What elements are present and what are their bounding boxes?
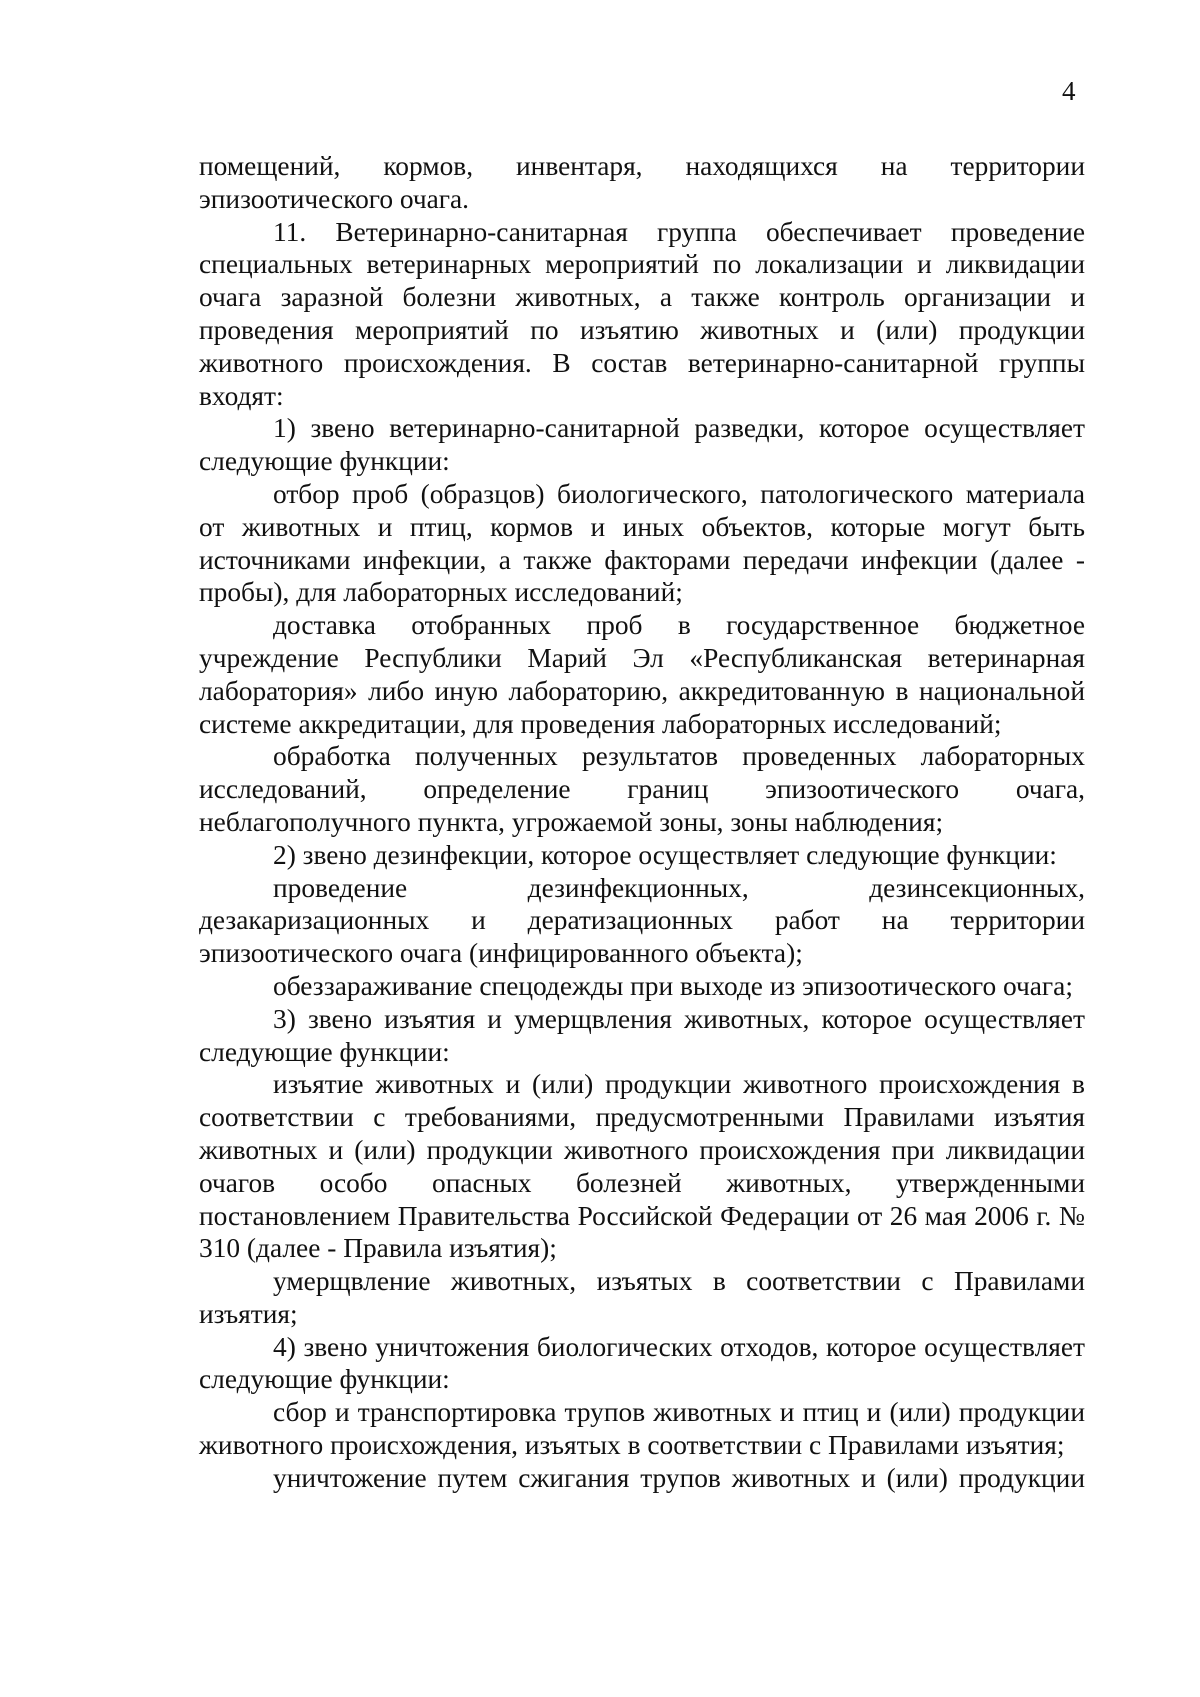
paragraph-culling: умерщвление животных, изъятых в соответствии с Правилами изъятия;: [199, 1266, 1085, 1329]
paragraph-delivery: доставка отобранных проб в государственное бюджетное учреждение Республики Марий Эл «Республиканская ветеринарная лаборатория» либо иную лабораторию, аккредитованную в национальной системе аккредитации, для проведения лабораторных исследований;: [199, 610, 1085, 739]
paragraph-clothing-disinfection: обеззараживание спецодежды при выходе из эпизоотического очага;: [273, 970, 1073, 1001]
paragraph-sampling: отбор проб (образцов) биологического, патологического материала от животных и птиц, кормов и иных объектов, которые могут быть источниками инфекции, а также факторами передачи инфекции (далее - пробы), для лабораторных исследований;: [199, 478, 1085, 608]
paragraph-continuation: помещений, кормов, инвентаря, находящихся на территории эпизоотического очага.: [199, 151, 1085, 214]
paragraph-section-11: 11. Ветеринарно-санитарная группа обеспечивает проведение специальных ветеринарных мероприятий по локализации и ликвидации очага заразной болезни животных, а также контроль организации и проведения мероприятий по изъятию животных и (или) продукции животного происхождения. В состав ветеринарно-санитарной группы входят:: [199, 216, 1085, 411]
paragraph-disinfection-works: проведение дезинфекционных, дезинсекционных, дезакаризационных и дератизационных работ на территории эпизоотического очага (инфицированного объекта);: [199, 872, 1085, 969]
paragraph-seizure: изъятие животных и (или) продукции животного происхождения в соответствии с требованиями, предусмотренными Правилами изъятия животных и (или) продукции животного происхождения при ликвидации очагов особо опасных болезней животных, утвержденными постановлением Правительства Российской Федерации от 26 мая 2006 г. № 310 (далее - Правила изъятия);: [199, 1069, 1085, 1264]
page-number: 4: [1062, 76, 1076, 106]
document-body: [199, 150, 1085, 1495]
paragraph-item-1: 1) звено ветеринарно-санитарной разведки, которое осуществляет следующие функции:: [199, 413, 1085, 477]
paragraph-collection-transport: сбор и транспортировка трупов животных и птиц и (или) продукции животного происхождения, изъятых в соответствии с Правилами изъятия;: [199, 1397, 1085, 1461]
paragraph-item-4: 4) звено уничтожения биологических отходов, которое осуществляет следующие функции:: [199, 1331, 1085, 1395]
paragraph-incineration: уничтожение путем сжигания трупов животных и (или) продукции: [273, 1462, 1085, 1493]
paragraph-item-2: 2) звено дезинфекции, которое осуществляет следующие функции:: [273, 839, 1057, 870]
paragraph-processing: обработка полученных результатов проведенных лабораторных исследований, определение границ эпизоотического очага, неблагополучного пункта, угрожаемой зоны, зоны наблюдения;: [199, 741, 1085, 837]
paragraph-item-3: 3) звено изъятия и умерщвления животных, которое осуществляет следующие функции:: [199, 1003, 1085, 1067]
